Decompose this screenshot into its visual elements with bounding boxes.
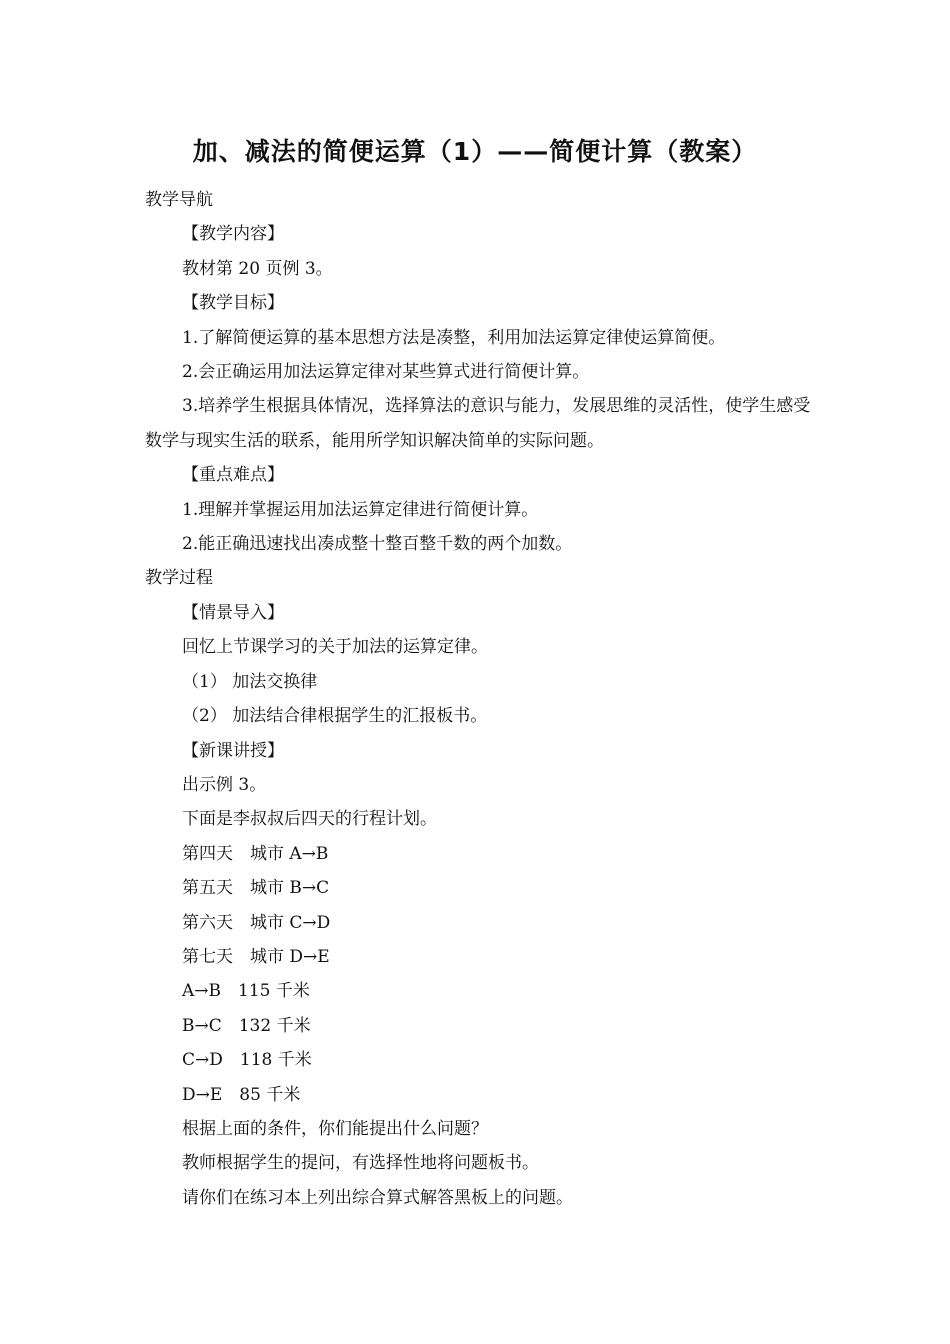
text-line: 【情景导入】 bbox=[182, 602, 284, 623]
text-line: 第五天 城市 B→C bbox=[182, 878, 330, 899]
text-line: C→D 118 千米 bbox=[182, 1050, 312, 1071]
text-line: 【教学内容】 bbox=[182, 224, 284, 245]
text-line: 2.会正确运用加法运算定律对某些算式进行简便计算。 bbox=[182, 362, 590, 383]
text-line: 【新课讲授】 bbox=[182, 740, 284, 761]
text-line: 教学导航 bbox=[145, 190, 213, 210]
text-line: 根据上面的条件，你们能提出什么问题？ bbox=[182, 1118, 488, 1139]
text-line: 教学过程 bbox=[145, 568, 213, 589]
text-line: 第四天 城市 A→B bbox=[182, 843, 329, 864]
text-line: 请你们在练习本上列出综合算式解答黑板上的问题。 bbox=[182, 1187, 573, 1208]
text-line: 下面是李叔叔后四天的行程计划。 bbox=[182, 809, 437, 830]
text-line: D→E 85 千米 bbox=[182, 1084, 301, 1105]
text-line: B→C 132 千米 bbox=[182, 1015, 311, 1036]
text-line: （2） 加法结合律根据学生的汇报板书。 bbox=[182, 706, 488, 727]
document-title: 加、减法的简便运算（1）——简便计算（教案） bbox=[192, 137, 758, 166]
text-line: 1.理解并掌握运用加法运算定律进行简便计算。 bbox=[182, 499, 539, 520]
text-line: （1） 加法交换律 bbox=[182, 671, 318, 692]
text-line: 第七天 城市 D→E bbox=[182, 946, 330, 967]
text-line: 第六天 城市 C→D bbox=[182, 912, 331, 933]
text-line: 出示例 3。 bbox=[182, 774, 267, 795]
text-line: 【教学目标】 bbox=[182, 293, 284, 314]
text-line: 【重点难点】 bbox=[182, 465, 284, 486]
text-line: 2.能正确迅速找出凑成整十整百整千数的两个加数。 bbox=[182, 534, 573, 555]
document-body bbox=[145, 183, 815, 1215]
text-line: 教师根据学生的提问，有选择性地将问题板书。 bbox=[182, 1153, 539, 1174]
text-line: 教材第 20 页例 3。 bbox=[182, 258, 333, 279]
text-line: 回忆上节课学习的关于加法的运算定律。 bbox=[182, 637, 488, 658]
text-line: A→B 115 千米 bbox=[182, 981, 310, 1002]
text-line: 1.了解简便运算的基本思想方法是凑整，利用加法运算定律使运算简便。 bbox=[182, 327, 726, 348]
text-line: 3.培养学生根据具体情况，选择算法的意识与能力，发展思维的灵活性，使学生感受数学与现实生活的联系，能用所学知识解决简单的实际问题。 bbox=[145, 396, 811, 451]
